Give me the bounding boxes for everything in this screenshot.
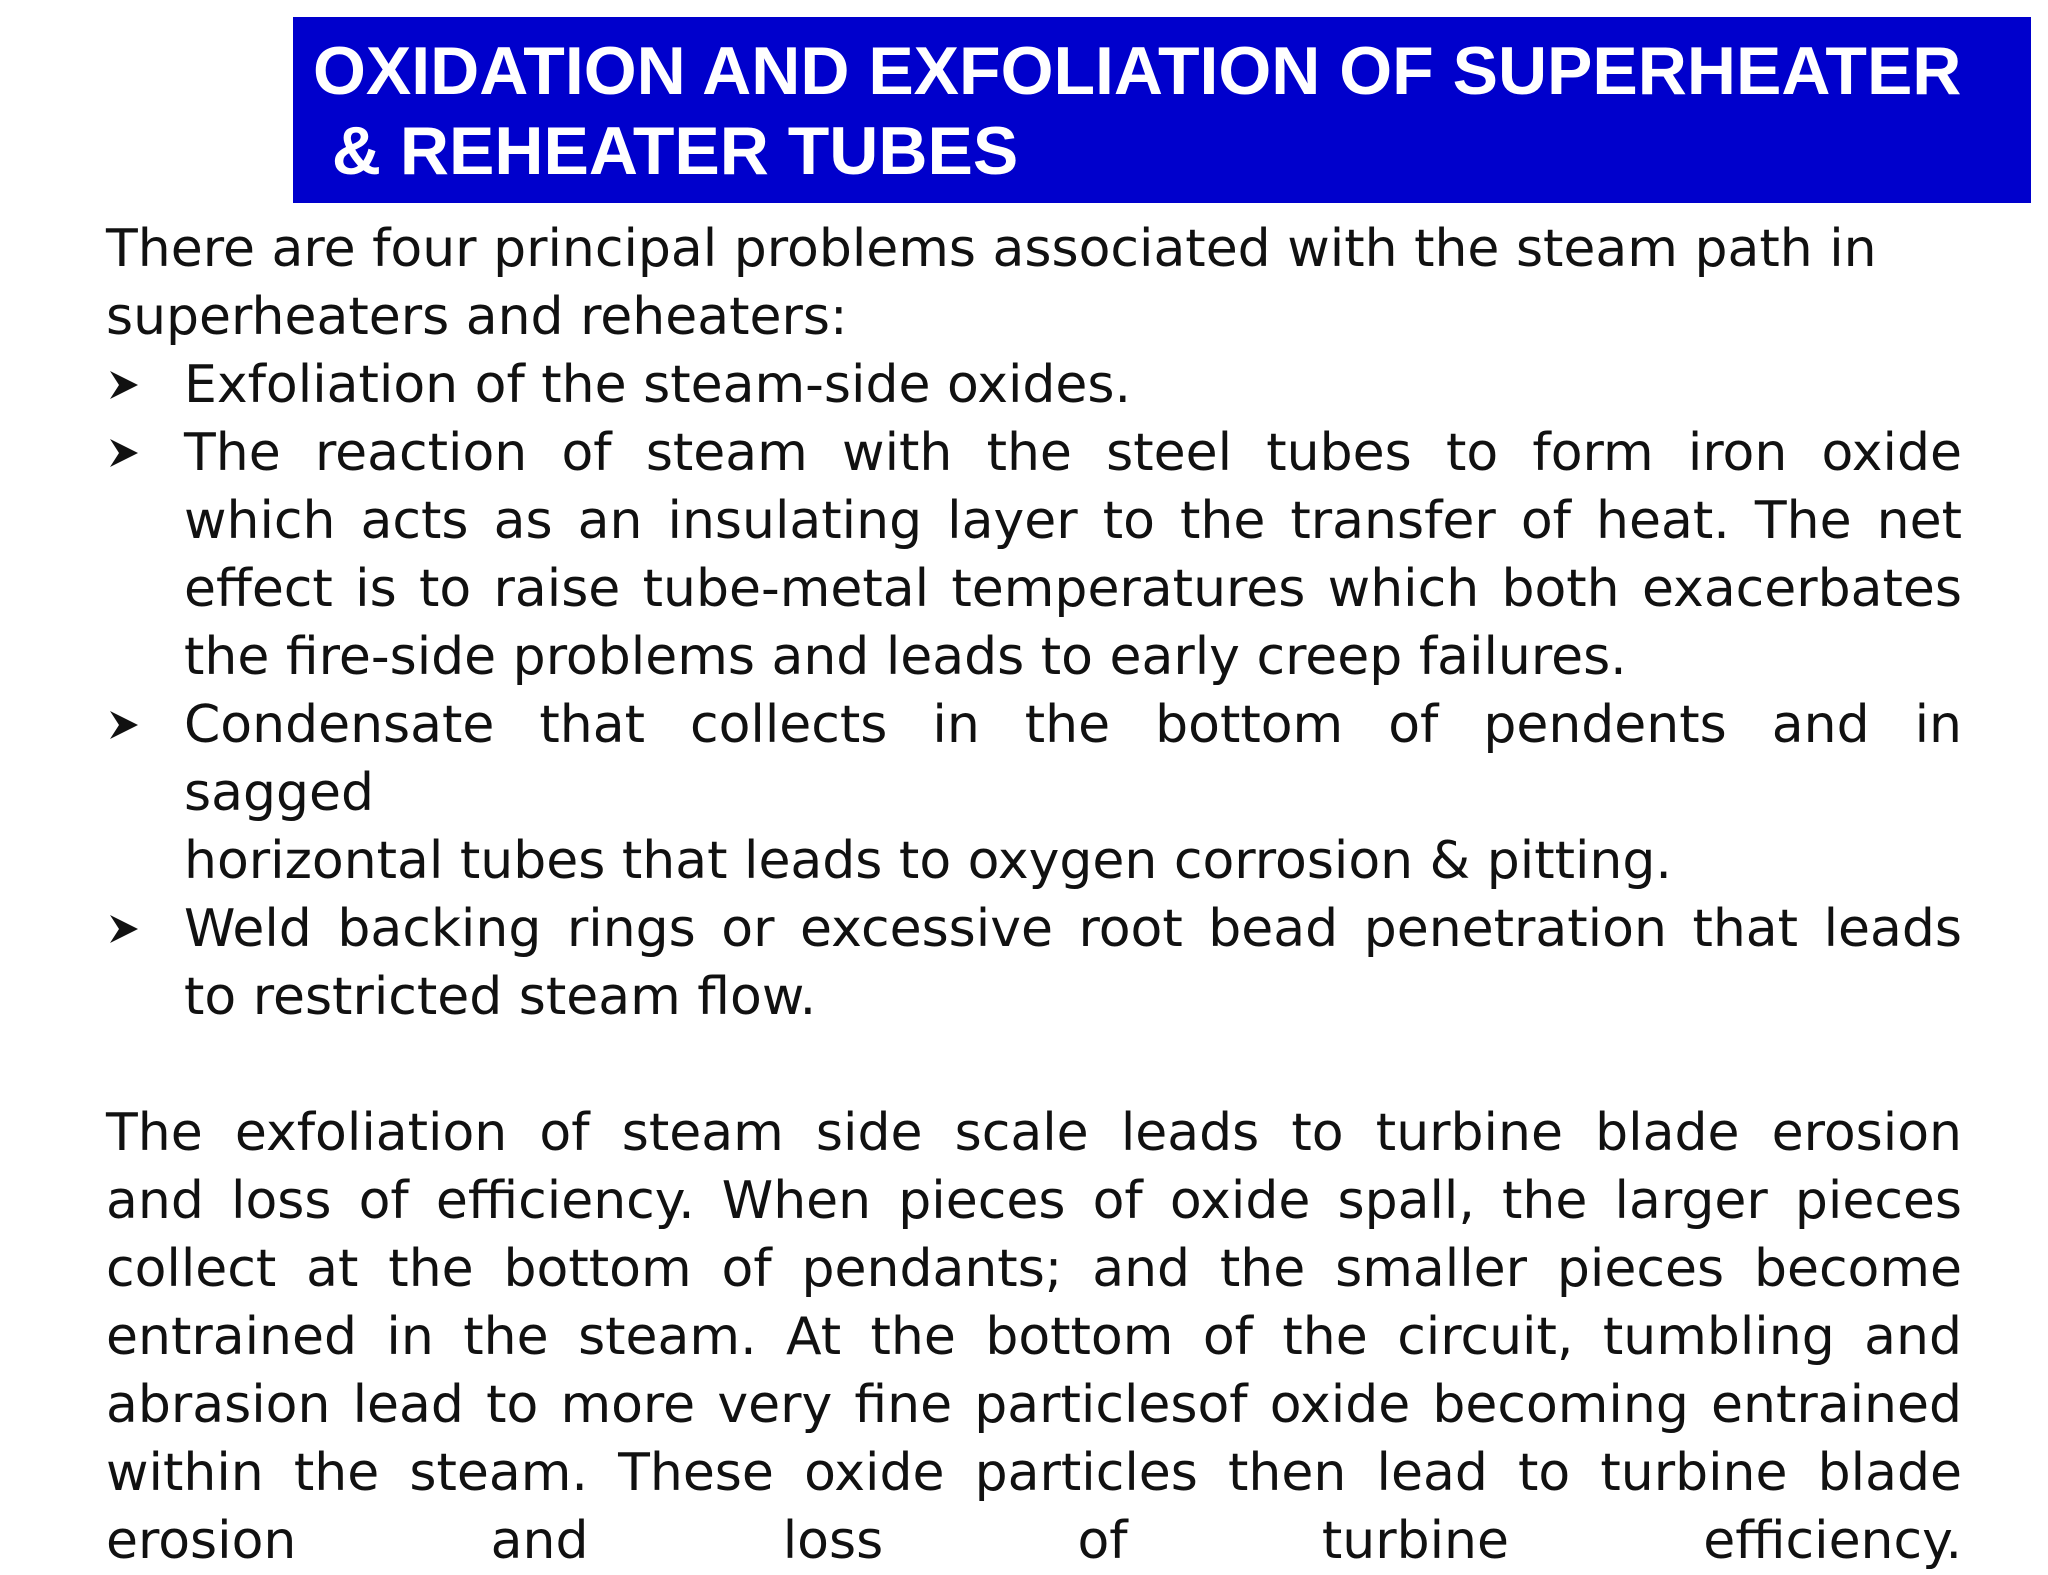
paragraph-line-3: collect at the bottom of pendants; and the smaller pieces become xyxy=(106,1239,1962,1299)
paragraph-line-6: within the steam. These oxide particles then lead to turbine blade xyxy=(106,1443,1962,1503)
arrowhead-bullet-icon xyxy=(110,371,138,399)
problem-item-2-line-2: which acts as an insulating layer to the transfer of heat. The net xyxy=(184,491,1962,551)
arrowhead-bullet-icon xyxy=(110,711,138,739)
problem-item-3-line-2: sagged xyxy=(184,763,374,823)
slide-title-line-2: & REHEATER TUBES xyxy=(313,113,1019,189)
problem-item-4 xyxy=(106,895,1962,1031)
paragraph-spacer xyxy=(106,1031,1962,1099)
problem-item-3 xyxy=(106,691,1962,895)
problem-item-4-line-1: Weld backing rings or excessive root bead penetration that leads xyxy=(184,899,1962,959)
paragraph-line-7: erosion and loss of turbine efficiency. xyxy=(106,1511,1962,1571)
paragraph-line-1: The exfoliation of steam side scale leads to turbine blade erosion xyxy=(106,1103,1962,1163)
arrowhead-bullet-icon xyxy=(110,915,138,943)
intro-text xyxy=(106,215,1962,351)
exfoliation-paragraph xyxy=(106,1099,1962,1575)
arrowhead-bullet-icon xyxy=(110,439,138,467)
problem-list xyxy=(106,351,1962,1031)
intro-line-2: superheaters and reheaters: xyxy=(106,287,848,347)
slide-body xyxy=(106,215,1962,1575)
problem-item-1 xyxy=(106,351,1962,419)
problem-item-3-line-3: horizontal tubes that leads to oxygen corrosion & pitting. xyxy=(184,831,1672,891)
slide-title-line-1: OXIDATION AND EXFOLIATION OF SUPERHEATER xyxy=(313,33,1962,109)
problem-item-1-line-1: Exfoliation of the steam-side oxides. xyxy=(184,355,1132,415)
title-banner xyxy=(293,17,2031,203)
paragraph-line-2: and loss of efficiency. When pieces of oxide spall, the larger pieces xyxy=(106,1171,1962,1231)
paragraph-line-5: abrasion lead to more very fine particlesof oxide becoming entrained xyxy=(106,1375,1962,1435)
problem-item-4-line-2: to restricted steam flow. xyxy=(184,967,817,1027)
problem-item-2-line-1: The reaction of steam with the steel tubes to form iron oxide xyxy=(184,423,1962,483)
intro-line-1: There are four principal problems associated with the steam path in xyxy=(106,219,1877,279)
paragraph-line-4: entrained in the steam. At the bottom of the circuit, tumbling and xyxy=(106,1307,1962,1367)
problem-item-2-line-3: effect is to raise tube-metal temperatures which both exacerbates xyxy=(184,559,1962,619)
problem-item-2 xyxy=(106,419,1962,691)
problem-item-2-line-4: the fire-side problems and leads to early creep failures. xyxy=(184,627,1627,687)
problem-item-3-line-1: Condensate that collects in the bottom of pendents and in xyxy=(184,695,1962,755)
